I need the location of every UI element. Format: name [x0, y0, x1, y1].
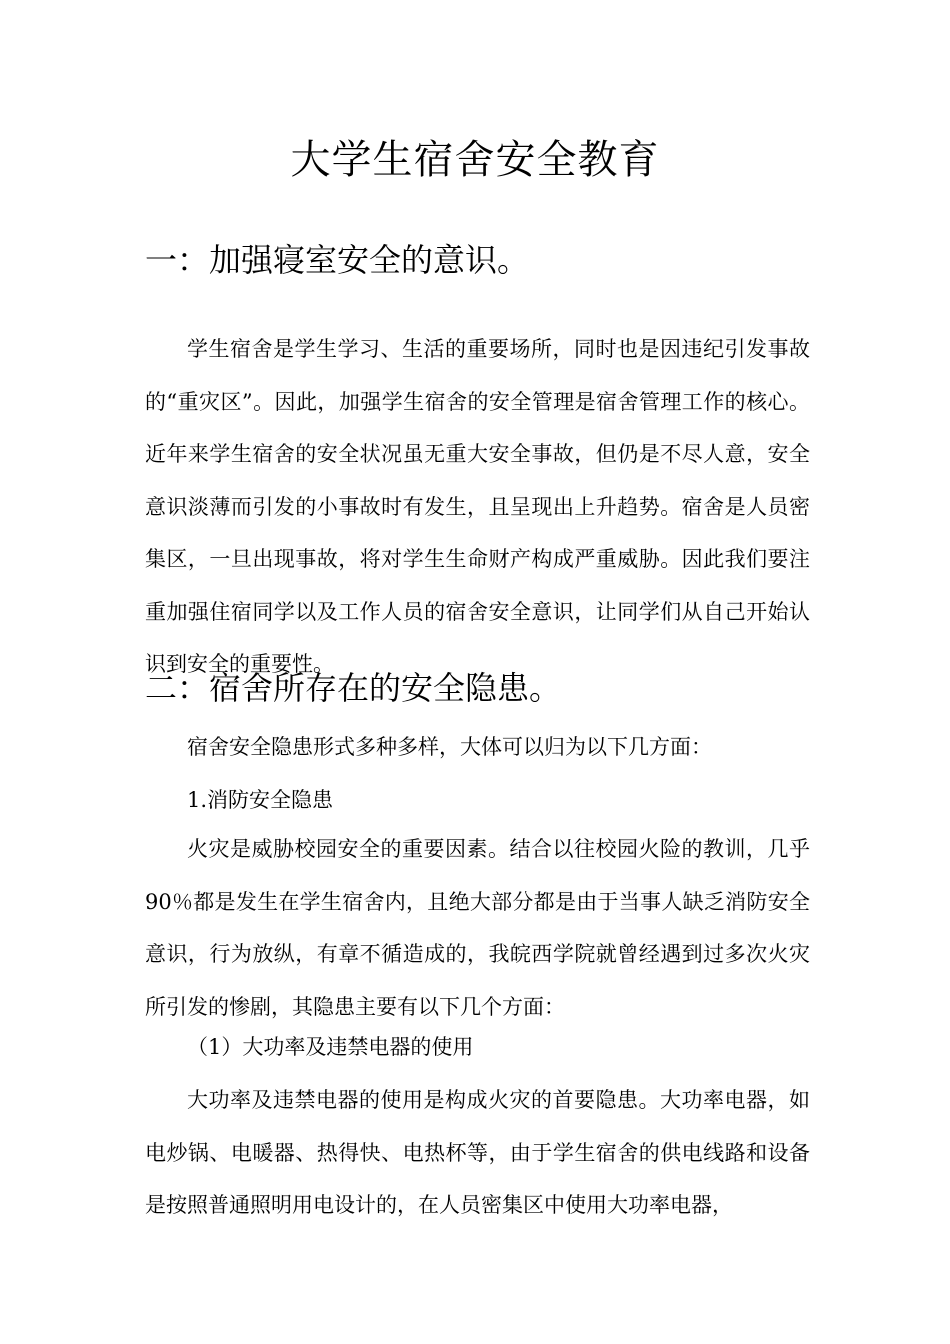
section-2-subheading-fire-safety: 1.消防安全隐患	[187, 788, 334, 812]
section-heading-1: 一：加强寝室安全的意识。	[145, 241, 530, 279]
section-heading-2: 二：宿舍所存在的安全隐患。	[145, 669, 562, 707]
section-1-paragraph-1: 学生宿舍是学生学习、生活的重要场所，同时也是因违纪引发事故的“重灾区”。因此，加强学生宿舍的安全管理是宿舍管理工作的核心。近年来学生宿舍的安全状况虽无重大安全事故，但仍是不尽人意，安全意识淡薄而引发的小事故时有发生，且呈现出上升趋势。宿舍是人员密集区，一旦出现事故，将对学生生命财产构成严重威胁。因此我们要注重加强住宿同学以及工作人员的宿舍安全意识，让同学们从自己开始认识到安全的重要性。	[145, 337, 810, 676]
document-title: 大学生宿舍安全教育	[290, 137, 660, 183]
section-2-paragraph-1: 宿舍安全隐患形式多种多样，大体可以归为以下几方面：	[187, 735, 712, 759]
section-2-subheading-high-power-appliances: （1）大功率及违禁电器的使用	[187, 1035, 474, 1059]
section-2-paragraph-3: 大功率及违禁电器的使用是构成火灾的首要隐患。大功率电器，如电炒锅、电暖器、热得快、电热杯等，由于学生宿舍的供电线路和设备是按照普通照明用电设计的，在人员密集区中使用大功率电器，	[145, 1088, 810, 1217]
section-2-paragraph-2: 火灾是威胁校园安全的重要因素。结合以往校园火险的教训，几乎90％都是发生在学生宿舍内，且绝大部分都是由于当事人缺乏消防安全意识，行为放纵，有章不循造成的，我皖西学院就曾经遇到过多次火灾所引发的惨剧，其隐患主要有以下几个方面：	[145, 837, 810, 1019]
